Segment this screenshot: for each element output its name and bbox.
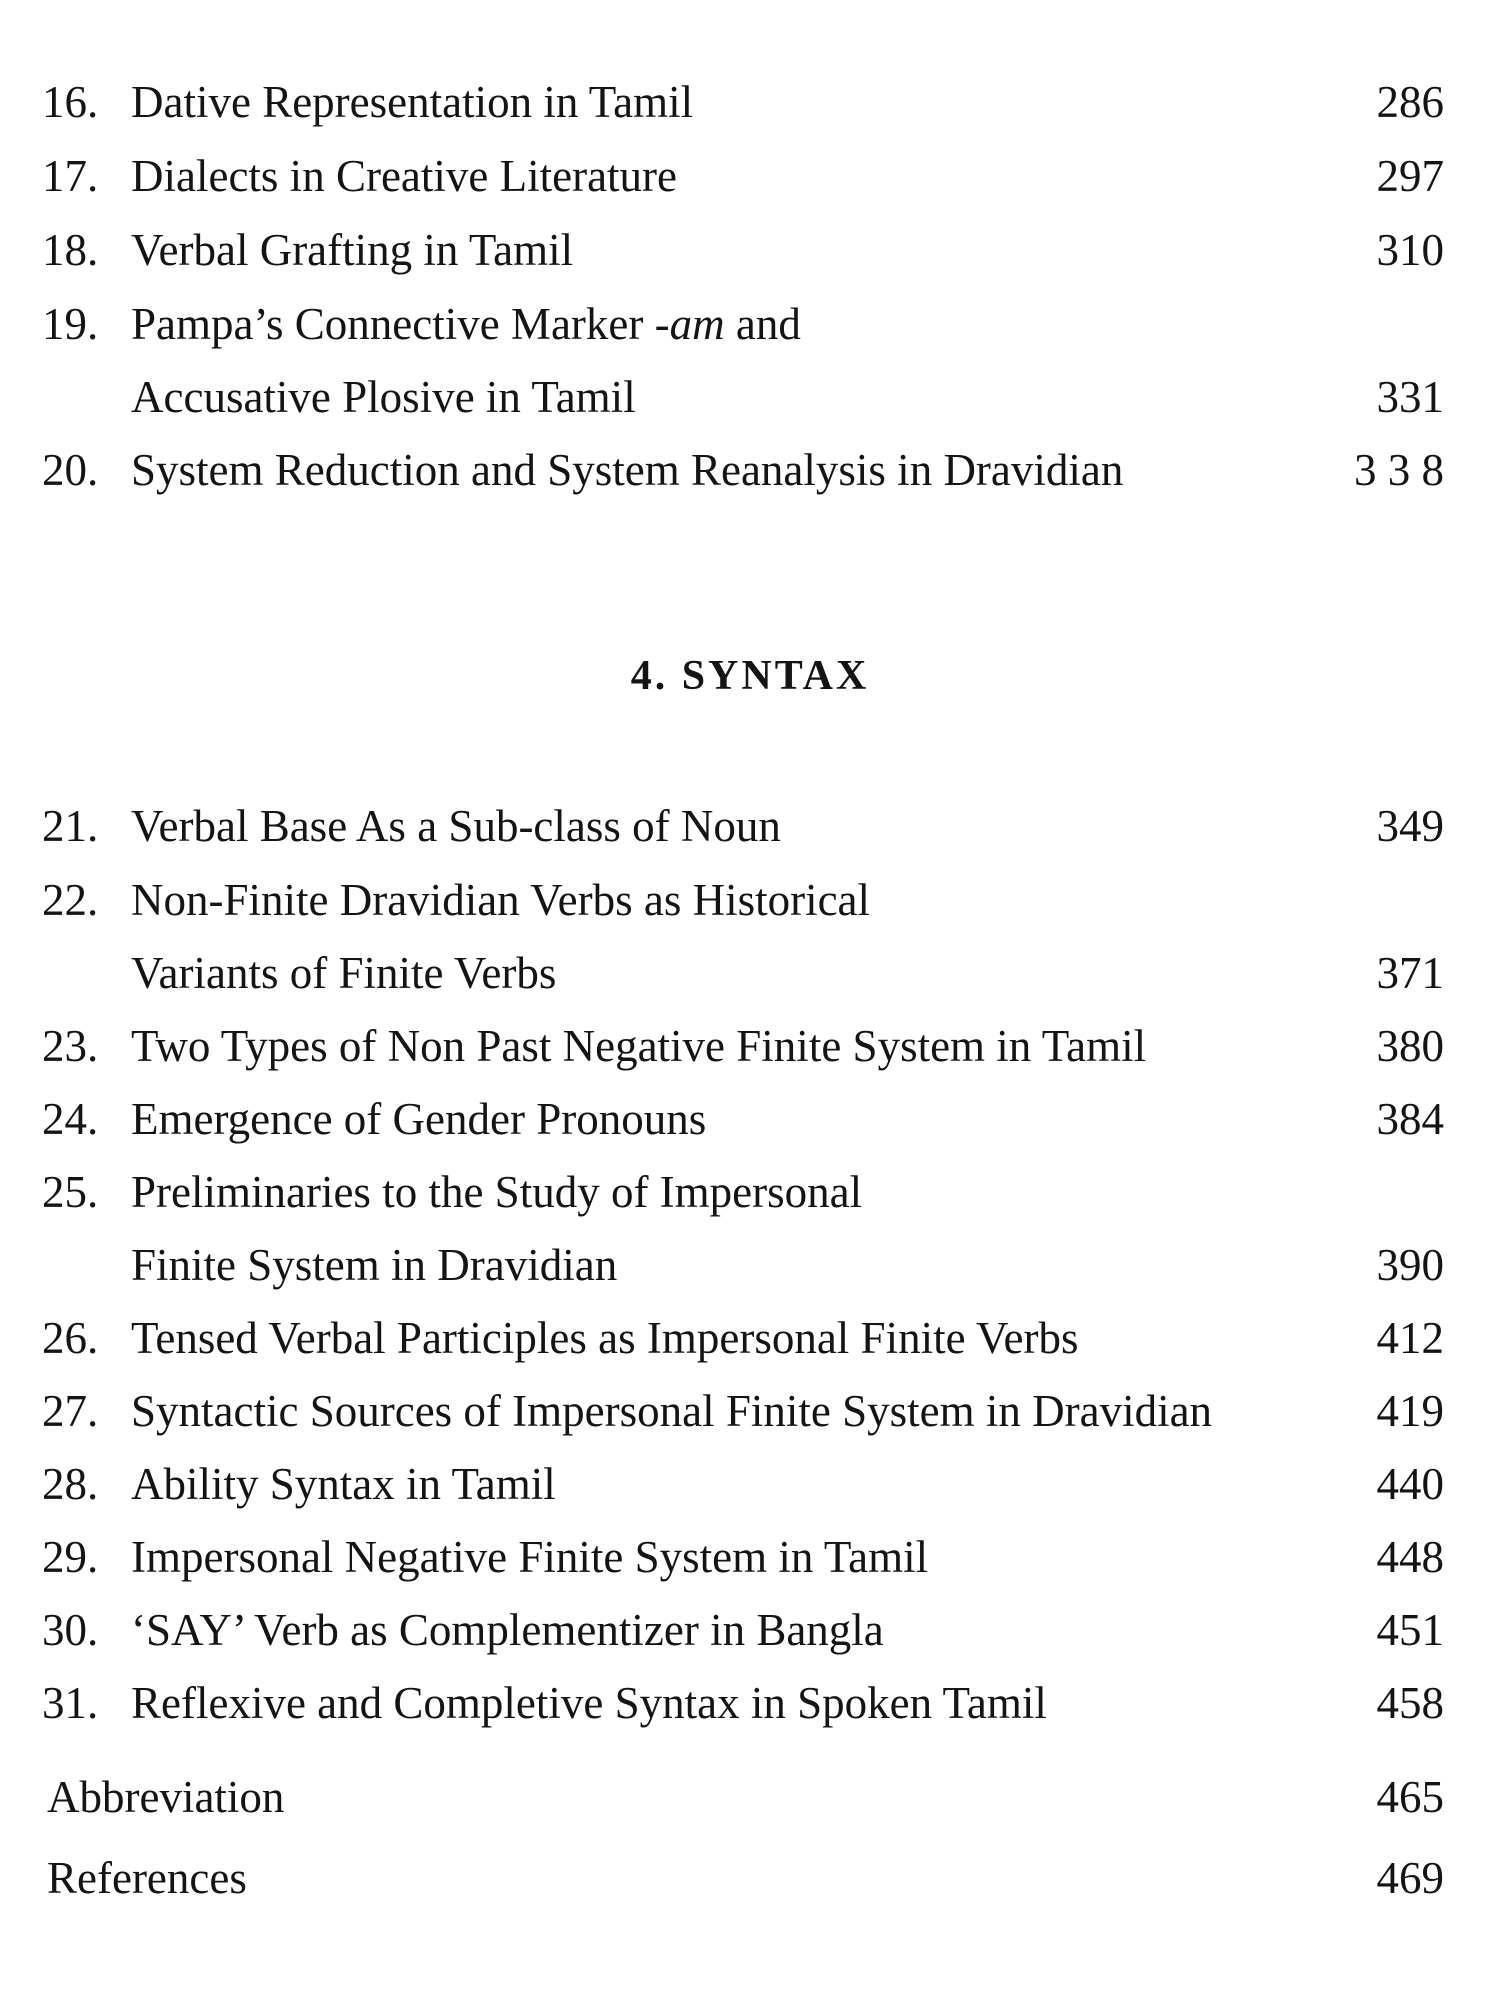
entry-number: 21.	[42, 801, 99, 851]
toc-entry	[0, 796, 1500, 856]
entry-title: Verbal Base As a Sub-class of Noun	[131, 801, 781, 851]
entry-title: Dative Representation in Tamil	[131, 77, 694, 127]
entry-title: Two Types of Non Past Negative Finite System in Tamil	[131, 1021, 1147, 1071]
entry-page: 458	[1376, 1678, 1444, 1728]
entry-number: 16.	[42, 77, 99, 127]
entry-page: 384	[1376, 1094, 1444, 1144]
toc-entry	[0, 870, 1500, 930]
entry-title-part: and	[724, 299, 801, 349]
toc-entry	[0, 1308, 1500, 1368]
entry-page: 469	[1376, 1853, 1444, 1903]
entry-title: Emergence of Gender Pronouns	[131, 1094, 707, 1144]
entry-number: 22.	[42, 875, 99, 925]
toc-back-matter-entry	[0, 1848, 1500, 1908]
section-heading: 4. SYNTAX	[630, 653, 870, 699]
toc-entry	[0, 294, 1500, 354]
entry-page: 286	[1376, 77, 1444, 127]
entry-page: 3 3 8	[1354, 445, 1444, 495]
toc-entry	[0, 1016, 1500, 1076]
entry-page: 297	[1376, 151, 1444, 201]
entry-title: Tensed Verbal Participles as Impersonal Finite Verbs	[131, 1313, 1079, 1363]
toc-entry	[0, 220, 1500, 280]
toc-entry	[0, 1673, 1500, 1733]
entry-title: References	[47, 1853, 247, 1903]
entry-page: 448	[1376, 1532, 1444, 1582]
toc-entry	[0, 1089, 1500, 1149]
toc-entry	[0, 72, 1500, 132]
entry-number: 19.	[42, 299, 99, 349]
entry-number: 25.	[42, 1167, 99, 1217]
entry-number: 23.	[42, 1021, 99, 1071]
toc-entry-continuation	[0, 1235, 1500, 1295]
entry-page: 419	[1376, 1386, 1444, 1436]
entry-title: Ability Syntax in Tamil	[131, 1459, 556, 1509]
entry-page: 371	[1376, 948, 1444, 998]
entry-number: 27.	[42, 1386, 99, 1436]
entry-page: 331	[1376, 372, 1444, 422]
entry-number: 31.	[42, 1678, 99, 1728]
entry-number: 18.	[42, 225, 99, 275]
entry-page: 349	[1376, 801, 1444, 851]
toc-entry	[0, 1162, 1500, 1222]
entry-title-italic: -am	[654, 299, 725, 349]
entry-number: 28.	[42, 1459, 99, 1509]
entry-title: Impersonal Negative Finite System in Tamil	[131, 1532, 929, 1582]
entry-title-line2: Accusative Plosive in Tamil	[131, 372, 636, 422]
entry-title: ‘SAY’ Verb as Complementizer in Bangla	[131, 1605, 884, 1655]
entry-number: 26.	[42, 1313, 99, 1363]
entry-title	[131, 294, 801, 354]
toc-entry	[0, 146, 1500, 206]
entry-page: 380	[1376, 1021, 1444, 1071]
toc-entry	[0, 1600, 1500, 1660]
entry-page: 390	[1376, 1240, 1444, 1290]
entry-title: Dialects in Creative Literature	[131, 151, 677, 201]
toc-entry-continuation	[0, 367, 1500, 427]
entry-title: Verbal Grafting in Tamil	[131, 225, 574, 275]
entry-number: 24.	[42, 1094, 99, 1144]
entry-title: Reflexive and Completive Syntax in Spoken Tamil	[131, 1678, 1047, 1728]
entry-number: 29.	[42, 1532, 99, 1582]
entry-page: 440	[1376, 1459, 1444, 1509]
entry-title-part: Pampa’s Connective Marker	[131, 299, 655, 349]
toc-entry	[0, 1454, 1500, 1514]
entry-number: 20.	[42, 445, 99, 495]
entry-number: 17.	[42, 151, 99, 201]
toc-entry-continuation	[0, 943, 1500, 1003]
entry-page: 451	[1376, 1605, 1444, 1655]
entry-page: 310	[1376, 225, 1444, 275]
entry-page: 465	[1376, 1772, 1444, 1822]
entry-number: 30.	[42, 1605, 99, 1655]
toc-entry	[0, 1527, 1500, 1587]
entry-title: Preliminaries to the Study of Impersonal	[131, 1167, 863, 1217]
toc-entry	[0, 440, 1500, 500]
toc-entry	[0, 1381, 1500, 1441]
toc-back-matter-entry	[0, 1767, 1500, 1827]
entry-title-line2: Variants of Finite Verbs	[131, 948, 557, 998]
entry-title: Syntactic Sources of Impersonal Finite System in Dravidian	[131, 1386, 1213, 1436]
entry-title: System Reduction and System Reanalysis in Dravidian	[131, 445, 1124, 495]
entry-title-line2: Finite System in Dravidian	[131, 1240, 618, 1290]
entry-title: Non-Finite Dravidian Verbs as Historical	[131, 875, 871, 925]
entry-title: Abbreviation	[47, 1772, 285, 1822]
entry-page: 412	[1376, 1313, 1444, 1363]
